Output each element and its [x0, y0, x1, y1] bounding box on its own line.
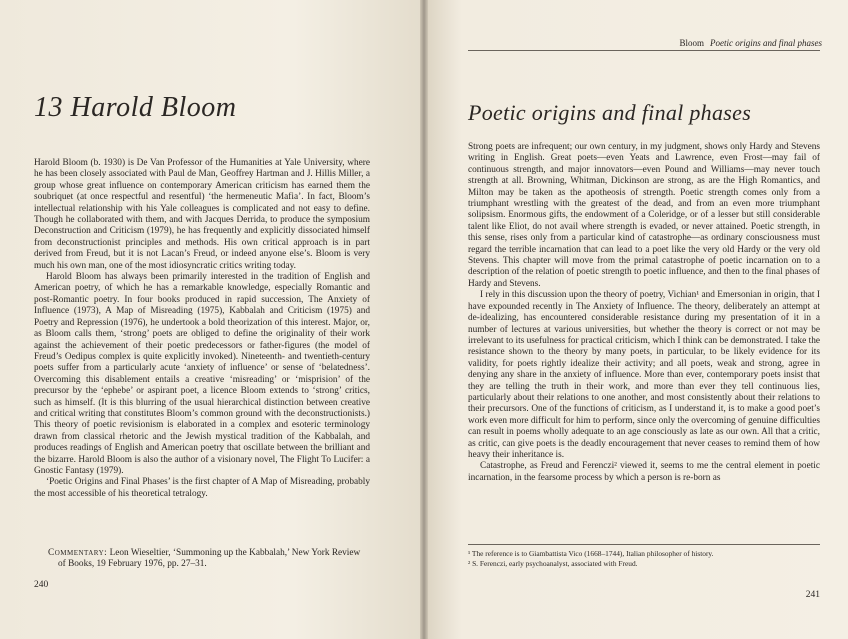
- essay-text: [468, 142, 820, 484]
- page-number-right: 241: [805, 590, 820, 600]
- page-number-left: 240: [34, 580, 49, 590]
- book-gutter: [420, 0, 428, 639]
- left-page: [0, 0, 420, 639]
- chapter-subtitle: Poetic origins and final phases: [468, 100, 752, 125]
- introduction-text: [34, 158, 370, 500]
- footnote-2: ² S. Ferenczi, early psychoanalyst, associated with Freud.: [468, 559, 638, 568]
- commentary-text: Leon Wieseltier, ‘Summoning up the Kabbalah,’ New York Review of Books, 19 February 1976, pp. 27–31.: [58, 548, 361, 570]
- intro-paragraph-1: Harold Bloom (b. 1930) is De Van Professor of the Humanities at Yale University, where he has been closely associated with Paul de Man, Geoffrey Hartman and J. Hillis Miller, a group whose great influence on contemporary American criticism has earned them the soubriquet (at once respectful and resentful) ‘the hermeneutic Mafia’. In fact, Bloom’s intellectual relationship with his Yale colleagues is complicated and not easy to define. Though he collaborated with them, and with Jacques Derrida, to produce the symposium Deconstruction and Criticism (1979), he has frequently and explicitly dissociated himself from deconstructionist principles and methods. His own critical approach is in part derived from Freud, but it is not Lacan’s Freud, or indeed anyone else’s. Bloom is very much his own man, one of the most idiosyncratic critics writing today.: [34, 158, 370, 271]
- running-head-title: Poetic origins and final phases: [710, 38, 822, 48]
- essay-paragraph-1: Strong poets are infrequent; our own century, in my judgment, shows only Hardy and Stevens writing in English. Great poets—even Yeats and Lawrence, even Frost—may fail of continuous strength, and major innovators—even Pound and Williams—may never touch strength at all. Browning, Whitman, Dickinson are strong, as are the High Romantics, and Milton may be taken as the apotheosis of strength. Poetic strength comes only from a triumphant wrestling with the greatest of the dead, and from an even more triumphant solipsism. Enormous gifts, the endowment of a Coleridge, or of a lesser but still considerable talent like Eliot, do not avail where strength is evaded, or never attained. Poetic strength, in this sense, rises only from a particular kind of catastrophe—as ordinary consciousness must regard the terrible incarnation that can lead to a poet like the very old Hardy or the very old Stevens. This chapter will move from the primal catastrophe of poetic incarnation on to a description of the relation of poetic strength to poetic influence, and then to the final phases of Hardy and Stevens.: [468, 142, 820, 289]
- essay-paragraph-2: I rely in this discussion upon the theory of poetry, Vichian¹ and Emersonian in origin, that I have expounded recently in The Anxiety of Influence. The theory, deliberately an attempt at de-idealizing, has encountered considerable resistance during my presentation of it in a number of lectures at various universities, but whether the theory is correct or not may be irrelevant to its usefulness for practical criticism, which I think can be demonstrated. I take the resistance shown to the theory by many poets, in particular, to be likely evidence for its validity, for poets rightly idealize their activity; and all poets, weak and strong, agree in denying any share in the anxiety of influence. More than ever, contemporary poets insist that they are telling the truth in their work, and more than ever they tell continuous lies, particularly about their relations to one another, and most consistently about their relations to their precursors. One of the functions of criticism, as I understand it, is to make a good poet’s work even more difficult for him to perform, since only the overcoming of genuine difficulties can result in poems wholly adequate to an age consciously as late as our own. All that a critic, as critic, can give poets is the deadly encouragement that never ceases to remind them of how heavy their inheritance is.: [468, 290, 820, 460]
- footnotes: [468, 544, 820, 569]
- intro-paragraph-2: Harold Bloom has always been primarily interested in the tradition of English and American poetry, of which he has a remarkable knowledge, especially Romantic and post-Romantic poetry. In four books produced in rapid succession, The Anxiety of Influence (1973), A Map of Misreading (1975), Kabbalah and Criticism (1975) and Poetry and Repression (1976), he undertook a bold theorization of this interest. Major, or, as Bloom calls them, ‘strong’ poets are obliged to define the originality of their work against the achievement of their poetic predecessors or father-figures (the model of Freud’s Oedipus complex is quite explicitly invoked). Nineteenth- and twentieth-century poets suffer from a particularly acute ‘anxiety of influence’ or sense of ‘belatedness’. Overcoming this disablement entails a creative ‘misreading’ or ‘misprision’ of the precursor by the ‘ephebe’ or aspirant poet, a licence Bloom extends to ‘strong’ critics, such as himself. (It is this blurring of the usual hierarchical distinction between creative and critical writing that constitutes Bloom’s common ground with the deconstructionists.) This theory of poetic revisionism is elaborated in a complex and esoteric terminology drawn from classical rhetoric and the Jewish mystical tradition of the Kabbalah, and produces readings of English and American poetry that oscillate between the brilliant and the bizarre. Harold Bloom is also the author of a visionary novel, The Flight To Lucifer: a Gnostic Fantasy (1979).: [34, 272, 370, 476]
- commentary-note: [34, 548, 370, 571]
- running-head-author: Bloom: [679, 38, 704, 48]
- intro-paragraph-3: ‘Poetic Origins and Final Phases’ is the first chapter of A Map of Misreading, probably the most accessible of his theoretical tetralogy.: [34, 477, 370, 499]
- footnote-1: ¹ The reference is to Giambattista Vico (1668–1744), Italian philosopher of history.: [468, 549, 714, 558]
- commentary-label: Commentary:: [48, 548, 108, 558]
- essay-paragraph-3: Catastrophe, as Freud and Ferenczi² viewed it, seems to me the central element in poetic incarnation, in the fearsome process by which a person is re-born as: [468, 461, 820, 483]
- right-page: [428, 0, 848, 639]
- running-head: [679, 38, 822, 48]
- running-head-rule: [468, 50, 820, 51]
- chapter-title: 13 Harold Bloom: [34, 92, 237, 123]
